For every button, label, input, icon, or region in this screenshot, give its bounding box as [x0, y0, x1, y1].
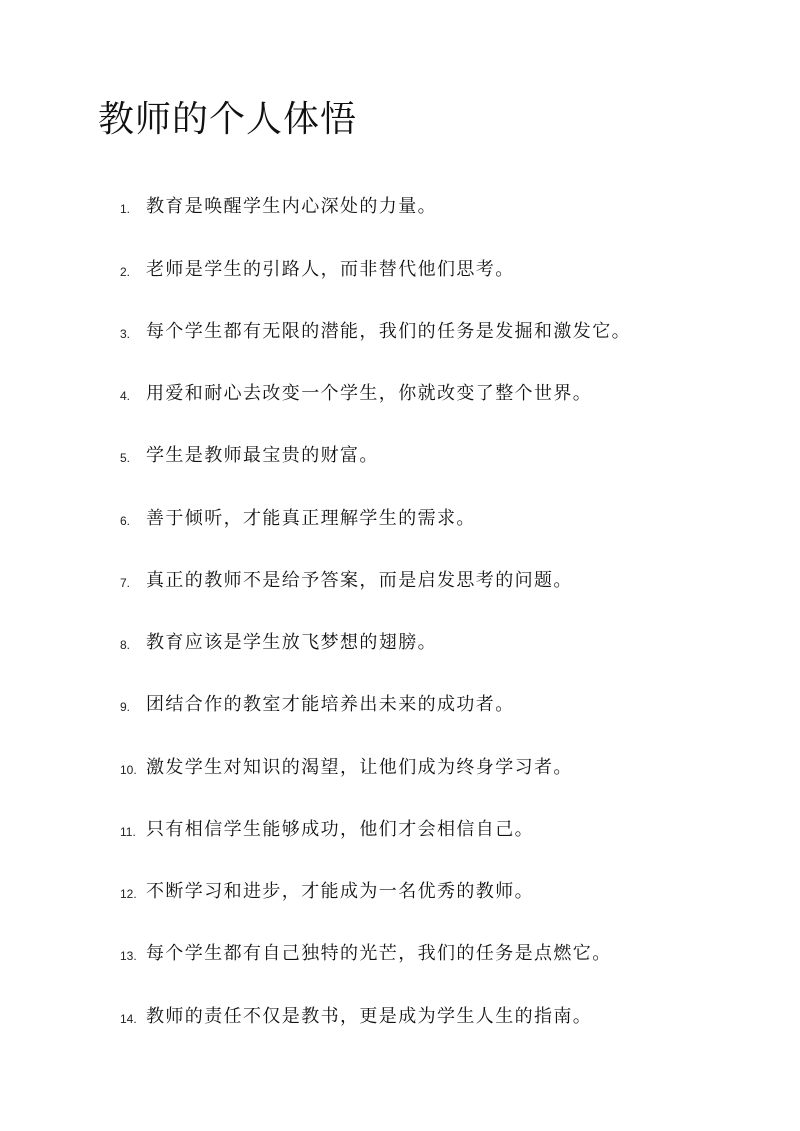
list-item — [0, 318, 700, 348]
list-item-number: 8. — [120, 638, 131, 652]
list-item-text: 老师是学生的引路人，而非替代他们思考。 — [146, 259, 515, 280]
list-item-number: 2. — [120, 265, 131, 279]
list-item-number: 7. — [120, 576, 131, 590]
list-item-text: 每个学生都有自己独特的光芒，我们的任务是点燃它。 — [146, 943, 612, 964]
list-item — [0, 256, 700, 286]
list-item-number: 11. — [120, 825, 136, 839]
list-item-text: 教师的责任不仅是教书，更是成为学生人生的指南。 — [146, 1006, 593, 1027]
list-item — [0, 816, 700, 846]
list-item-text: 用爱和耐心去改变一个学生，你就改变了整个世界。 — [146, 383, 593, 404]
list-item — [0, 754, 700, 784]
list-item-text: 善于倾听，才能真正理解学生的需求。 — [146, 508, 476, 529]
list-item-text: 只有相信学生能够成功，他们才会相信自己。 — [146, 819, 534, 840]
list-item-text: 激发学生对知识的渴望，让他们成为终身学习者。 — [146, 757, 573, 778]
list-item-number: 9. — [120, 700, 131, 714]
list-item-text: 教育是唤醒学生内心深处的力量。 — [146, 196, 437, 217]
list-item-text: 教育应该是学生放飞梦想的翅膀。 — [146, 632, 437, 653]
list-item — [0, 567, 700, 597]
list-item — [0, 940, 700, 970]
list-item — [0, 442, 700, 472]
list-item — [0, 691, 700, 721]
list-item — [0, 193, 700, 223]
list-item-text: 真正的教师不是给予答案，而是启发思考的问题。 — [146, 570, 573, 591]
list-item — [0, 878, 700, 908]
list-item-number: 4. — [120, 389, 131, 403]
list-item — [0, 380, 700, 410]
list-item-number: 6. — [120, 514, 131, 528]
list-item-text: 每个学生都有无限的潜能，我们的任务是发掘和激发它。 — [146, 321, 631, 342]
list-item-number: 13. — [120, 949, 137, 963]
list-item-number: 12. — [120, 887, 137, 901]
list-item-number: 10. — [120, 763, 137, 777]
list-item-number: 1. — [120, 202, 131, 216]
page-title: 教师的个人体悟 — [98, 99, 358, 140]
list-item-text: 团结合作的教室才能培养出未来的成功者。 — [146, 694, 515, 715]
list-item — [0, 1003, 700, 1033]
list-item-number: 5. — [120, 451, 131, 465]
list-item — [0, 629, 700, 659]
list-item-number: 3. — [120, 327, 131, 341]
list-item-text: 不断学习和进步，才能成为一名优秀的教师。 — [146, 881, 534, 902]
list-item-text: 学生是教师最宝贵的财富。 — [146, 445, 379, 466]
list-item-number: 14. — [120, 1012, 137, 1026]
list-item — [0, 505, 700, 535]
